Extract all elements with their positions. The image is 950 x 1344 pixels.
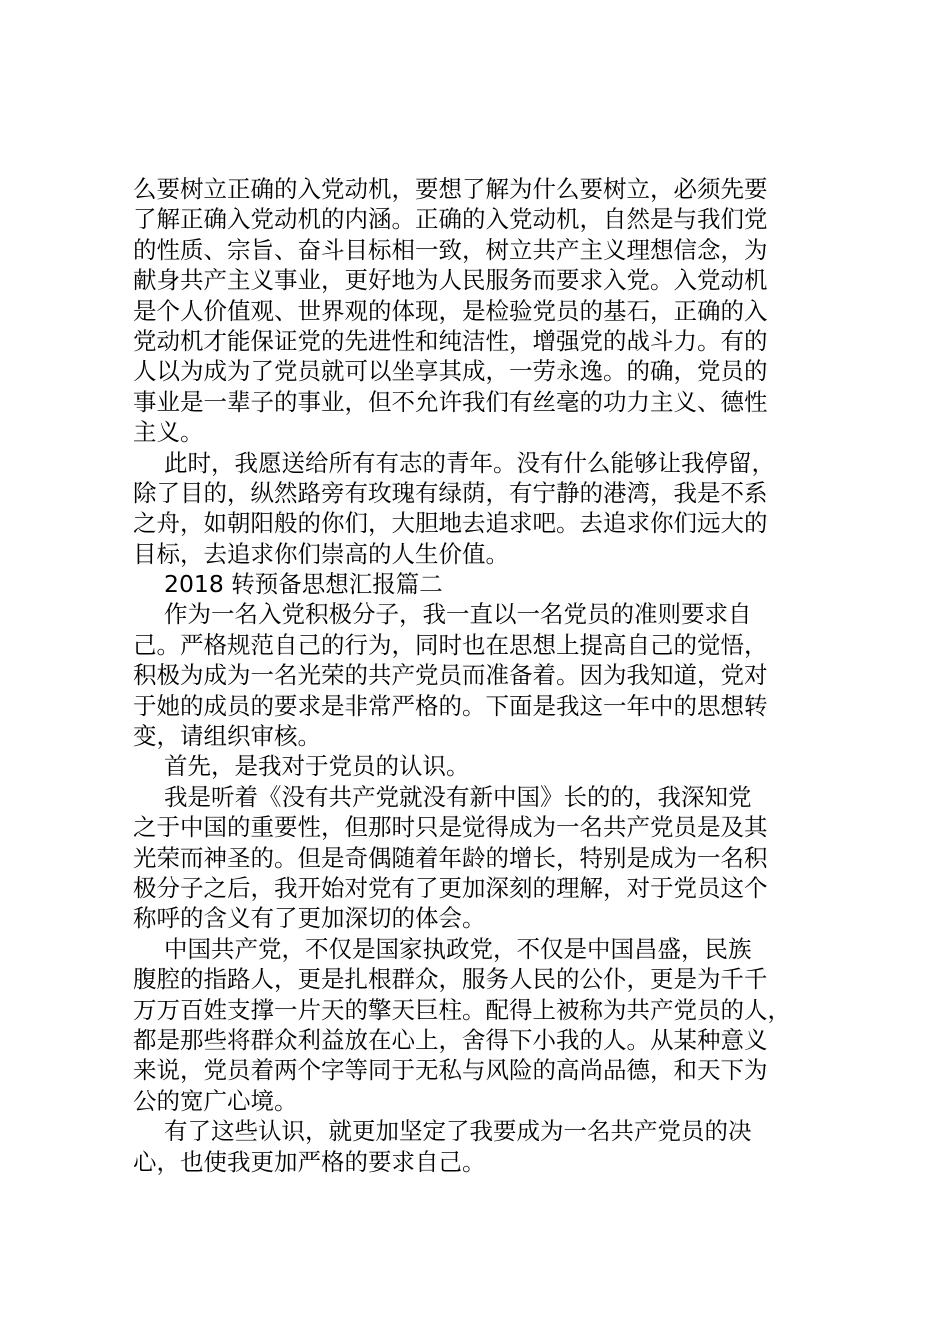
document-body	[133, 174, 833, 1177]
text-line: 心，也使我更加严格的要求自己。	[133, 1147, 486, 1176]
text-line: 公的宽广心境。	[133, 1086, 298, 1115]
text-line: 党动机才能保证党的先进性和纯洁性，增强党的战斗力。有的	[133, 326, 768, 355]
text-line: 了解正确入党动机的内涵。正确的入党动机，自然是与我们党	[133, 205, 768, 234]
text-line: 于她的成员的要求是非常严格的。下面是我这一年中的思想转	[133, 691, 768, 720]
text-line: 之舟，如朝阳般的你们，大胆地去追求吧。去追求你们远大的	[133, 509, 768, 538]
text-line: 献身共产主义事业，更好地为人民服务而要求入党。入党动机	[133, 266, 768, 295]
text-line: 么要树立正确的入党动机，要想了解为什么要树立，必须先要	[133, 175, 768, 203]
text-line: 的性质、宗旨、奋斗目标相一致，树立共产主义理想信念，为	[133, 235, 768, 264]
text-line: 事业是一辈子的事业，但不允许我们有丝毫的功力主义、德性	[133, 387, 768, 416]
text-line: 首先，是我对于党员的认识。	[164, 752, 470, 781]
text-line: 万万百姓支撑一片天的擎天巨柱。配得上被称为共产党员的人，	[133, 995, 791, 1024]
text-line: 目标，去追求你们崇高的人生价值。	[133, 539, 509, 568]
text-line: 都是那些将群众利益放在心上，舍得下小我的人。从某种意义	[133, 1025, 768, 1054]
text-line: 是个人价值观、世界观的体现，是检验党员的基石，正确的入	[133, 296, 768, 325]
text-line: 之于中国的重要性，但那时只是觉得成为一名共产党员是及其	[133, 813, 768, 842]
text-line: 作为一名入党积极分子，我一直以一名党员的准则要求自	[164, 600, 752, 629]
text-line: 除了目的，纵然路旁有玫瑰有绿荫，有宁静的港湾，我是不系	[133, 478, 768, 507]
text-line: 己。严格规范自己的行为，同时也在思想上提高自己的觉悟，	[133, 630, 768, 659]
text-line: 腹腔的指路人，更是扎根群众，服务人民的公仆，更是为千千	[133, 965, 768, 994]
text-line: 积极为成为一名光荣的共产党员而准备着。因为我知道，党对	[133, 661, 768, 690]
text-line: 极分子之后，我开始对党有了更加深刻的理解，对于党员这个	[133, 873, 768, 902]
text-line: 光荣而神圣的。但是奇偶随着年龄的增长，特别是成为一名积	[133, 843, 768, 872]
text-line: 人以为成为了党员就可以坐享其成，一劳永逸。的确，党员的	[133, 357, 768, 386]
text-line: 此时，我愿送给所有有志的青年。没有什么能够让我停留，	[164, 448, 775, 477]
text-line: 我是听着《没有共产党就没有新中国》长的的，我深知党	[164, 782, 752, 811]
text-line: 变，请组织审核。	[133, 722, 321, 751]
text-line: 有了这些认识，就更加坚定了我要成为一名共产党员的决	[164, 1117, 752, 1146]
text-line: 来说，党员着两个字等同于无私与风险的高尚品德，和天下为	[133, 1056, 768, 1085]
text-line: 主义。	[133, 418, 204, 447]
text-line: 称呼的含义有了更加深切的体会。	[133, 904, 486, 933]
text-line: 中国共产党，不仅是国家执政党，不仅是中国昌盛，民族	[164, 934, 752, 963]
text-line: 2018 转预备思想汇报篇二	[164, 570, 443, 599]
